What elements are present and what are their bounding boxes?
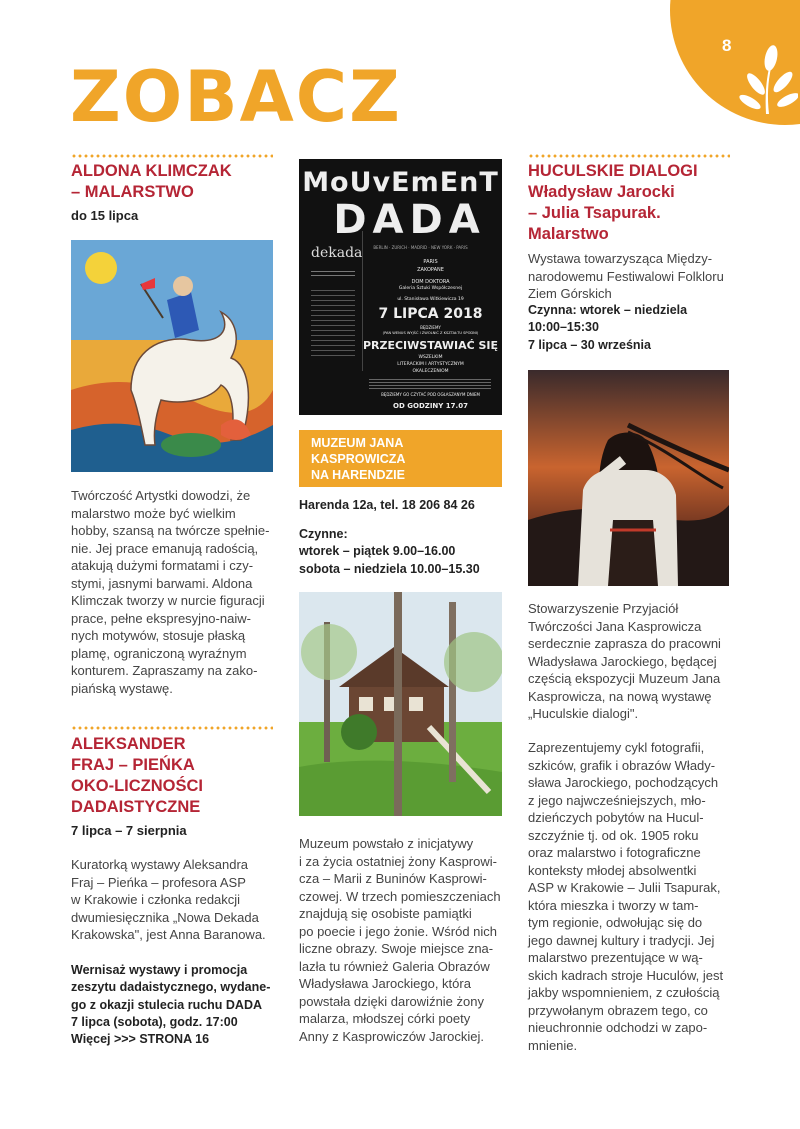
fraj-opening-info: Wernisaż wystawy i promocja zeszytu dadaistycznego, wydane- go z okazji stulecia ruchu DADA 7 lipca (sobota), godz. 17:00 Więcej >>> STRONA 16 [71, 963, 271, 1047]
poster-time: OD GODZINY 17.07 [393, 402, 468, 410]
poster-line-1: WSZELKIM [418, 355, 443, 360]
poster-footer: BĘDZIEMY GO CZYTAĆ POD OGŁASZANYM DNIEM [381, 392, 480, 397]
poster-subtitle: BERLIN · ZURICH · MADRID · NEW YORK · PARIS [373, 245, 468, 250]
villa-illustration [299, 592, 502, 816]
hucul-heading: HUCULSKIE DIALOGI Władysław Jarocki – Julia Tsapurak. Malarstwo [528, 162, 698, 243]
wooden-villa-photo [299, 592, 502, 816]
fraj-heading: ALEKSANDER FRAJ – PIEŃKA OKO-LICZNOŚCI DADAISTYCZNE [71, 735, 203, 816]
dotted-divider [71, 726, 273, 730]
aldona-heading: ALDONA KLIMCZAK – MALARSTWO [71, 162, 232, 201]
poster-line-2: LITERACKIM I ARTYSTYCZNYM [397, 362, 464, 367]
hucul-intro: Wystawa towarzysząca Między- narodowemu Festiwalowi Folkloru Ziem Górskich [528, 251, 724, 301]
museum-hours: Czynne: wtorek – piątek 9.00–16.00 sobota – niedziela 10.00–15.30 [299, 527, 480, 576]
museum-body: Muzeum powstało z inicjatywy i za życia ostatniej żony Kasprowi- cza – Marii z Buninów Kasprowi- czowej. W trzech pomieszczeniach znajdują się osobiste pamiątki po poecie i jego żonie. Wśród nich liczne obrazy. Swoje miejsce zna- lazła tu również Galeria Obrazów Władysława Jarockiego, która powstała dzięki darowiźnie żony malarza, młodszej córki poety Anny z Kasprowiczów Jarockiej. [299, 836, 501, 1044]
poster-title-1: MoUvEmEnT [302, 167, 499, 198]
aldona-date: do 15 lipca [71, 208, 139, 223]
poster-date: 7 LIPCA 2018 [378, 306, 483, 322]
painting-horse-rider-image [71, 240, 273, 472]
woman-sunset-photo [528, 370, 729, 586]
poster-slogan: PRZECIWSTAWIAĆ SIĘ [362, 339, 499, 352]
poster-title-2: DADA [333, 197, 486, 243]
sunset-illustration [528, 370, 729, 586]
fraj-date: 7 lipca – 7 sierpnia [71, 823, 187, 838]
poster-city-2: ZAKOPANE [417, 267, 444, 273]
poster-city-1: PARIS [423, 259, 438, 265]
museum-address: Harenda 12a, tel. 18 206 84 26 [299, 498, 475, 512]
aldona-body: Twórczość Artystki dowodzi, że malarstwo może być wielkim hobby, szansą na twórcze spełnie- nie. Jej prace emanują radością, atakują dużymi formatami i czy- stymi, jasnymi barwami. Aldona Klimczak tworzy w nurcie figuracji prace, pełne ekspresyjno-naiw- nych motywów, stosuje płaską plamę, ograniczoną wyraźnym konturem. Zapraszamy na zako- piańską wystawę. [71, 488, 270, 696]
hucul-body-1: Stowarzyszenie Przyjaciół Twórczości Jana Kasprowicza serdecznie zaprasza do pracowni Władysława Jarockiego, będącej częścią ekspozycji Muzeum Jana Kasprowicza, na nową wystawę „Huculskie dialogi". [528, 601, 721, 721]
dada-poster [299, 159, 502, 415]
poster-venue-3: ul. Stanisława Witkiewicza 19 [397, 297, 464, 302]
museum-label-box: MUZEUM JANA KASPROWICZA NA HARENDZIE [299, 430, 502, 487]
hucul-hours: Czynna: wtorek – niedziela 10:00–15:30 7 lipca – 30 września [528, 303, 688, 352]
fraj-body: Kuratorką wystawy Aleksandra Fraj – Pieńka – profesora ASP w Krakowie i członka redakcji dwumiesięcznika „Nowa Dekada Krakowska", jest Anna Baranowa. [71, 857, 266, 942]
wheat-icon [736, 44, 798, 118]
painting-illustration [71, 240, 273, 472]
dotted-divider [528, 154, 730, 158]
hucul-body-2: Zaprezentujemy cykl fotografii, szkiców, grafik i obrazów Włady- sława Jarockiego, pochodzących z jego najwcześniejszych, mło- dzieńczych pobytów na Hucul- szczyźnie tj. od ok. 1905 roku oraz malarstwo i fotograficzne konteksty młodej absolwentki ASP w Krakowie – Julii Tsapurak, która mieszka i tworzy w tam- tym regionie, odwołując się do jego dawnej kultury i tradycji. Jej malarstwo prezentujące w wą- skich kadrach stroje Huculów, jest jakby wspomnieniem, z czułością przywołanym obrazem tego, co nieuchronnie odchodzi w zapo- mnienie. [528, 740, 724, 1053]
page-number: 8 [722, 36, 732, 55]
poster-venue-1: DOM DOKTORA [411, 279, 450, 285]
poster-venue-2: Galeria Sztuki Współczesnej [398, 286, 463, 291]
dotted-divider [71, 154, 273, 158]
poster-sidebar-title: dekada [311, 245, 363, 261]
poster-line-3: OKALECZENIOM [412, 369, 449, 374]
page-title: ZOBACZ [70, 56, 402, 138]
page-corner [670, 0, 800, 125]
poster-note-2: (PAN WENUS WYJŚĆ I ZWOLNIĆ Z KSZTAŁTU SPODNI) [382, 331, 479, 335]
poster-note-1: BĘDZIEMY [420, 325, 441, 330]
